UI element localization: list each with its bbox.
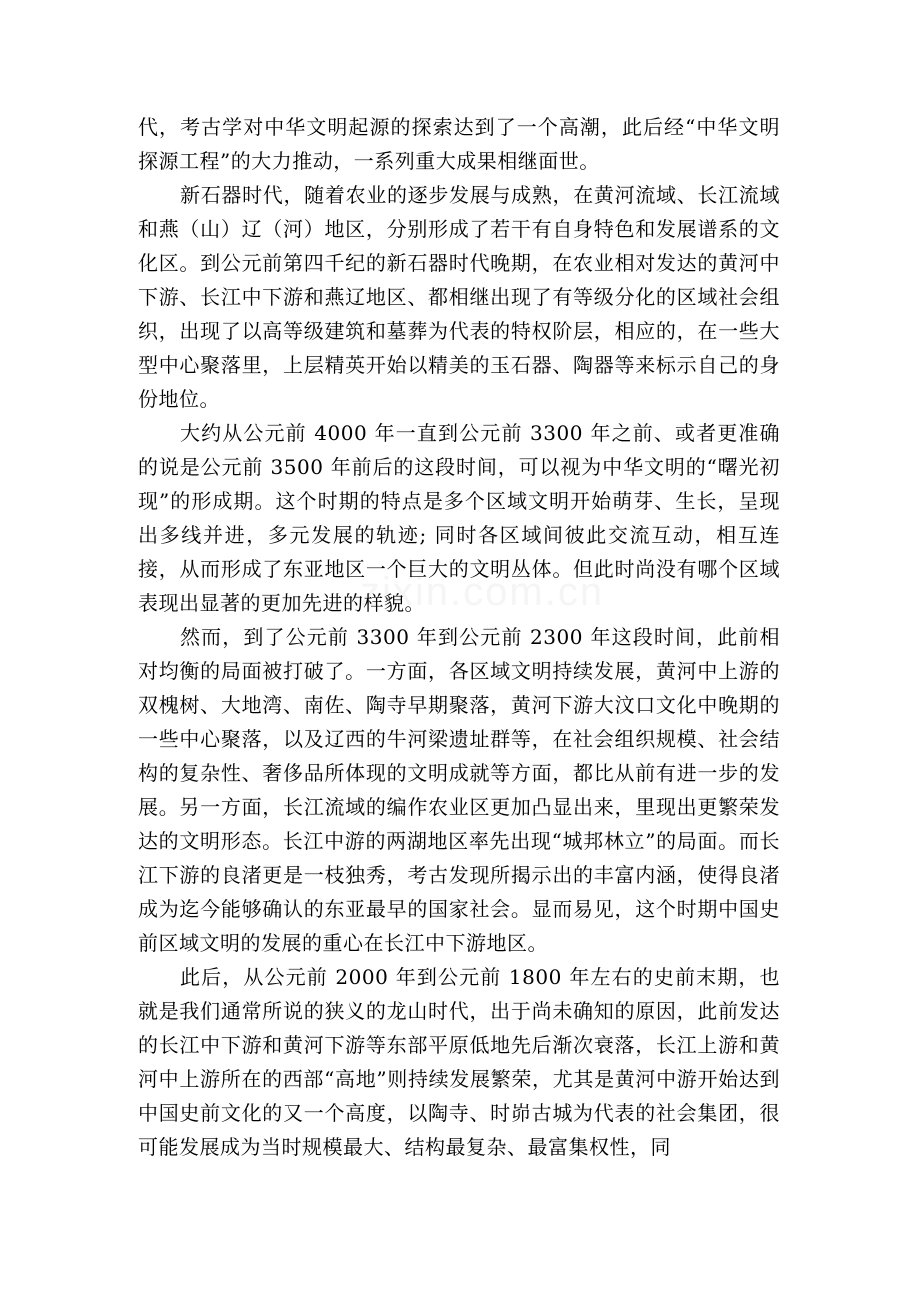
paragraph-longshan: 此后，从公元前 2000 年到公元前 1800 年左右的史前末期，也就是我们通常所说的狭义的龙山时代，出于尚未确知的原因，此前发达的长江中下游和黄河下游等东部平原低地先后渐次衰落，长江上游和黄河中上游所在的西部“高地”则持续发展繁荣，尤其是黄河中游开始达到中国史前文化的又一个高度，以陶寺、时峁古城为代表的社会集团，很可能发展成为当时规模最大、结构最复杂、最富集权性，同 [138,965,780,1159]
paragraph-3300-2300bc: 然而，到了公元前 3300 年到公元前 2300 年这段时间，此前相对均衡的局面被打破了。一方面，各区域文明持续发展，黄河中上游的双槐树、大地湾、南佐、陶寺早期聚落，黄河下游大汶口文化中晚期的一些中心聚落，以及辽西的牛河梁遗址群等，在社会组织规模、社会结构的复杂性、奢侈品所体现的文明成就等方面，都比从前有进一步的发展。另一方面，长江流域的编作农业区更加凸显出来，里现出更繁荣发达的文明形态。长江中游的两湖地区率先出现“城邦林立”的局面。而长江下游的良渚更是一枝独秀，考古发现所揭示出的丰富内涵，使得良渚成为迄今能够确认的东亚最早的国家社会。显而易见，这个时期中国史前区域文明的发展的重心在长江中下游地区。 [138,625,780,955]
article-body [138,110,780,1164]
watermark: zixin.com.cn [360,570,605,614]
paragraph-neolithic: 新石器时代，随着农业的逐步发展与成熟，在黄河流域、长江流域和燕（山）辽（河）地区，分别形成了若干有自身特色和发展谱系的文化区。到公元前第四千纪的新石器时代晚期，在农业相对发达的黄河中下游、长江中下游和燕辽地区、都相继出现了有等级分化的区域社会组织，出现了以高等级建筑和墓葬为代表的特权阶层，相应的，在一些大型中心聚落里，上层精英开始以精美的玉石器、陶器等来标示自己的身份地位。 [138,183,780,411]
paragraph-continuation: 代，考古学对中华文明起源的探索达到了一个高潮，此后经“中华文明探源工程”的大力推动，一系列重大成果相继面世。 [138,115,780,173]
paragraph-dawn-period: 大约从公元前 4000 年一直到公元前 3300 年之前、或者更准确的说是公元前 3500 年前后的这段时间，可以视为中华文明的“曙光初现”的形成期。这个时期的特点是多个区域文明开始萌芽、生长，呈现出多线并进，多元发展的轨迹; 同时各区域间彼此交流互动，相互连接，从而形成了东亚地区一个巨大的文明丛体。但此时尚没有哪个区域表现出显著的更加先进的样貌。 [138,421,780,615]
